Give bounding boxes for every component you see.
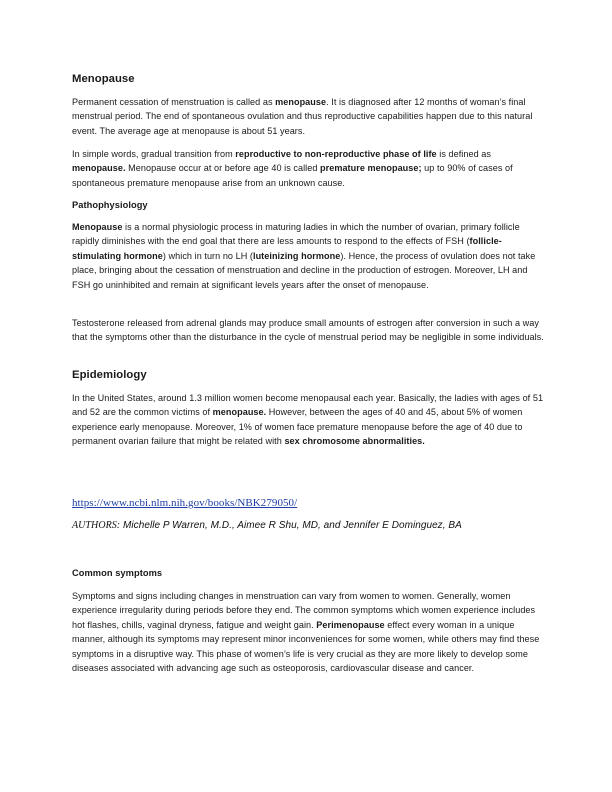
text: ) which in turn no LH (: [162, 250, 253, 261]
text: In the United States, around 1.3 million women become menopausal each year. Basically, the ladies with ages of 51 and 52 are the common victims of: [72, 393, 544, 418]
bold-term: menopause.: [212, 407, 267, 418]
text: ). Hence, the process of ovulation does not take place, bringing about the cessation of menstruation and decline in the production of estrogen. Moreover, LH and FSH go uninhibited and remain at significant levels years after the onset of menopause.: [72, 250, 536, 290]
paragraph-symptoms: [72, 589, 544, 675]
text: effect every woman in a unique manner, although its symptoms may represent minor inconveniences for some women, while others may find these symptoms in a disruptive way. This phase of women’s life is very crucial as they are more likely to develop some diseases associated with advancing age such as osteoporosis, cardiovascular disease and cancer.: [72, 619, 540, 674]
bold-term: reproductive to non-reproductive phase of life: [235, 149, 437, 159]
text: In simple words, gradual transition from: [72, 149, 236, 159]
bold-term: Menopause: [72, 222, 123, 232]
text: is a normal physiologic process in maturing ladies in which the number of ovarian, primary follicle rapidly diminishes with the end goal that there are less amounts to respond to the effects of FSH (: [72, 222, 520, 247]
text: However, between the ages of 40 and 45, about 5% of women experience early menopause. Moreover, 1% of women face premature menopause before the age of 40 due to permanent ovarian failure that might be related with: [72, 407, 523, 447]
text: is defined as: [436, 149, 491, 159]
paragraph-menopause-transition: [72, 147, 544, 190]
bold-term: menopause: [275, 97, 327, 107]
text: Permanent cessation of menstruation is called as: [72, 97, 276, 107]
heading-epidemiology: Epidemiology: [72, 369, 147, 381]
authors-label: AUTHORS:: [72, 520, 121, 531]
bold-term: follicle-stimulating hormone: [72, 236, 502, 261]
text: Menopause occur at or before age 40 is called: [125, 163, 321, 174]
paragraph-testosterone: Testosterone released from adrenal glands may produce small amounts of estrogen after conversion in such a way that the symptoms other than the disturbance in the cycle of menstrual period may be negligible in some individuals.: [72, 318, 544, 343]
text: Symptoms and signs including changes in menstruation can vary from women to women. Generally, women experience irregularity during periods before they end. The common symptoms which women experience includes hot flashes, chills, vaginal dryness, fatigue and weight gain.: [72, 591, 536, 630]
bold-term: Perimenopause: [316, 619, 385, 630]
bold-term: luteinizing hormone: [253, 250, 341, 261]
heading-common-symptoms: Common symptoms: [72, 568, 163, 578]
heading-menopause: Menopause: [72, 73, 135, 85]
reference-link[interactable]: https://www.ncbi.nlm.nih.gov/books/NBK279050/: [72, 497, 298, 509]
reference-authors: [72, 519, 544, 533]
paragraph-epidemiology: [72, 391, 544, 449]
text: up to 90% of cases of spontaneous premature menopause arise from an unknown cause.: [72, 163, 513, 188]
bold-term: premature menopause;: [320, 163, 422, 174]
heading-pathophysiology: Pathophysiology: [72, 200, 148, 210]
text: . It is diagnosed after 12 months of woman’s final menstrual period. The end of spontaneous ovulation and thus reproductive capabilities happen due to this natural event. The average age at menopause is about 51 years.: [72, 97, 533, 136]
authors-names: Michelle P Warren, M.D., Aimee R Shu, MD, and Jennifer E Dominguez, BA: [120, 520, 462, 531]
paragraph-menopause-definition: [72, 95, 544, 138]
bold-term: sex chromosome abnormalities.: [284, 436, 425, 447]
bold-term: menopause.: [72, 163, 126, 174]
paragraph-pathophysiology: [72, 220, 544, 292]
reference-link-line: [72, 496, 544, 510]
